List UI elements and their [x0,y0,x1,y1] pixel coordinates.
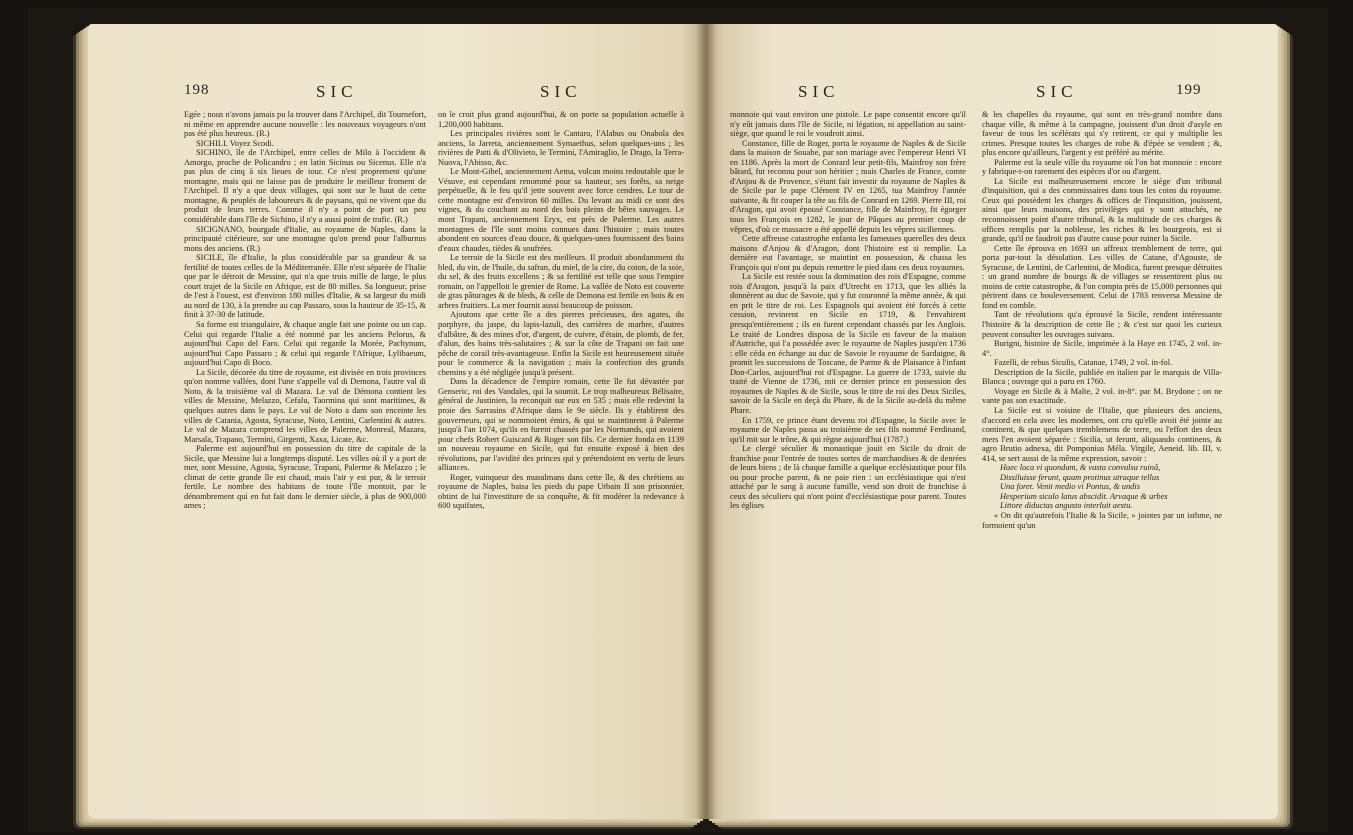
paragraph: Palerme est la seule ville du royaume où l'on bat monnoie : encore y fabrique-t-on rarement des espèces d'or ou d'argent. [982,157,1222,177]
paragraph: Fazelli, de rebus Siculis, Catanae, 1749, 2 vol. in-fol. [994,358,1173,368]
paragraph: La Sicile est si voisine de l'Italie, que plusieurs des anciens, d'accord en cela avec les modernes, ont cru qu'elle avoit été jointe au continent, & que quelques tremblemens de terre, ou l'effort des deux mers l'en avoient séparée : Sicilia, ut ferunt, aliquando continens, & agro Brutio adnexa, dit Pomponius Méla. Virgile, Aeneid. lib. III, v. 414, se sert aussi de la même expression, savoir : [982,405,1222,463]
paragraph: Description de la Sicile, publiée en italien par le marquis de Villa-Blanca ; ouvrage qui a paru en 1760. [982,367,1222,387]
paragraph: Burigni, histoire de Sicile, imprimée à la Haye en 1745, 2 vol. in-4°. [982,339,1222,358]
paragraph: Le clergé séculier & monastique jouit en Sicile du droit de franchise pour l'entrée de toutes sortes de marchandises & de denrées de leurs biens ; de là chaque famille a quelque ecclésiastique pour fils ou pour proche parent, & ne paie rien : un ecclésiastique qui n'est attaché par le sang à aucune famille, vend son droit de franchise à ceux des séculiers qui n'ont point d'ecclésiastique pour parent. Toutes les églises [730,444,966,511]
verse-line: Haec loca vi quondam, & vasta convulsa ruinâ, [1000,463,1161,473]
verse-line: Littore diductas angusto interluit aestu. [1000,501,1133,511]
paragraph: La Sicile, décorée du titre de royaume, est divisée en trois provinces qu'on nomme vallées, dont l'une s'appelle val di Demona, l'autre val di Noto, & la troisième val di Mazara. Le val de Démona contient les villes de Messine, Melazzo, Cefalu, Taormina qui sont maritimes, & quelques autres dans le pays. Le val de Noto a dans son enceinte les villes de Catania, Agosta, Syracuse, Noto, Lentini, Carlentini & autres. Le val de Mazara comprend les villes de Palerme, Monreal, Mazara, Marsala, Trapano, Termini, Girgenti, Xaxa, Licate, &c. [184,367,426,444]
paragraph: La Sicile est restée sous la domination des rois d'Espagne, comme rois d'Aragon, jusqu'à la paix d'Utrecht en 1713, que les alliés la donnèrent au duc de Savoie, qui y fut couronné la même année, & qui en prit le titre de roi. Les Espagnols qui avoient été forcés à cette cession, revinrent en Sicile en 1719, & l'envahirent presqu'entièrement ; ils en furent cependant chassés par les Anglois. Le traité de Londres disposa de la Sicile en faveur de la maison d'Autriche, qui l'a possédée avec le royaume de Naples jusqu'en 1736 : elle céda en échange au duc de Savoie le royaume de Sardaigne, & promit les successions de Toscane, de Parme & de Plaisance à l'infant Don-Carlos, aujourd'hui roi d'Espagne. La guerre de 1733, suivie du traité de Vienne de 1736, mit ce dernier prince en possession des royaumes de Naples & de Sicile, sous le titre de roi des Deux Siciles, savoir de la Sicile en deçà du Phare, & de la Sicile au-delà du même Phare. [730,272,966,415]
paragraph: SICHINO, île de l'Archipel, entre celles de Milo à l'occident & Amorgo, proche de Policandro ; en latin Sicinus ou Sicenus. Elle n'a pas plus de cinq à six lieues de tour. Ce n'est proprement qu'une montagne, mais qui ne laisse pas de produire le meilleur froment de l'Archipel. Il n'y a que deux villages, qui sont sur le haut de cette montagne, & peuplés de laboureurs & de paysans, qui ne vivent que du produit de leurs terres. Comme il n'y a point de port un peu considérable dans l'île de Sichino, il n'y a aussi point de trafic. (R.) [184,148,426,225]
paragraph: En 1759, ce prince étant devenu roi d'Espagne, la Sicile avec le royaume de Naples passa au troisième de ses fils nommé Ferdinand, qu'il mit sur le trône, & qui règne aujourd'hui (1787.) [730,415,966,444]
paragraph: « On dit qu'autrefois l'Italie & la Sicile, » jointes par un isthme, ne formoient qu'un [982,510,1222,530]
paragraph: Egée ; nous n'avons jamais pu la trouver dans l'Archipel, dit Tournefort, ni même en apprendre aucune nouvelle : les nouveaux voyageurs n'ont pas été plus heureux. (R.) [184,110,426,139]
running-head-right-col1: SIC [798,82,840,101]
left-page [88,24,706,819]
paragraph: SICIGNANO, bourgade d'Italie, au royaume de Naples, dans la principauté citérieure, sur une montagne qu'on prend pour l'alburnus mons des anciens. (R.) [184,224,426,253]
right-page-column-2 [982,110,1222,800]
verse-line: Una foret. Venit medio vi Pontus, & undis [1000,482,1140,492]
paragraph: Roger, vainqueur des musulmans dans cette île, & des chrétiens au royaume de Naples, baisa les pieds du pape Urbain II son prisonnier, obtint de lui l'investiture de sa conquête, & fit modérer la redevance à 600 squifates, [438,472,684,511]
paragraph: SICHILI. Voyez Scodi. [196,138,274,148]
verse-line: Hesperium siculo latus abscidit. Arvaque & urbes [1000,491,1168,501]
left-page-column-1 [184,110,426,800]
paragraph: Tant de révolutions qu'a éprouvé la Sicile, rendent intéressante l'histoire & la description de cette île ; & c'est sur quoi les curieux peuvent consulter les ouvrages suivans. [982,310,1222,339]
paragraph: monnoie qui vaut environ une pistole. Le pape consentit encore qu'il n'y eût jamais dans l'île de Sicile, ni légation, ni appellation au saint-siège, que quand le roi le voudroit ainsi. [730,110,966,139]
verse-line: Dissiluisse ferunt, quum protinus utraque tellus [1000,472,1160,482]
paragraph: La Sicile est malheureusement encore le siège d'un tribunal d'inquisition, qui a des commissaires dans tous les coins du royaume. Ceux qui possèdent les charges & offices de l'inquisition, jouissent, ainsi que leurs maisons, des privilèges qui y sont attachés, ne reconnoissent point d'autre tribunal, & la multitude de ces charges & offices remplis par la noblesse, les riches & les bourgeois, est si grande, qu'il ne faudroit pas d'autre cause pour ruiner la Sicile. [982,176,1222,244]
paragraph: Voyage en Sicile & à Malte, 2 vol. in-8°. par M. Brydone ; on ne vante pas son exactitude. [982,386,1222,406]
paragraph: SICILE, île d'Italie, la plus considérable par sa grandeur & sa fertilité de toutes celles de la Méditerranée. Elle n'est séparée de l'Italie que par le détroit de Messine, qui n'a que trois mille de large, le plus court trajet de la Sicile en Afrique, est de 80 milles. Sa longueur, prise de l'est à l'ouest, est d'environ 180 milles d'Italie, & sa largeur du midi au nord de 130, à la prendre au cap Passaro, sous la hauteur de 35-15, & finit à 37-30 de latitude. [184,253,426,320]
right-page-column-1 [730,110,966,800]
left-page-column-2 [438,110,684,800]
running-head-left: SIC [316,82,358,101]
right-page [706,24,1278,819]
open-book [28,8,1328,832]
page-number: 199 [1176,82,1202,98]
paragraph: Le terroir de la Sicile est des meilleurs. Il produit abondamment du bled, du vin, de l'huile, du safran, du miel, de la cire, du coton, de la soie, du sel, & des fruits excellens ; & sa fertilité est telle que sous l'empire romain, on l'appelloit le grenier de Rome. La vallée de Noto est couverte de gras pâturages & de bleds, & celle de Demona est fertile en bois & en arbres fruitiers. La mer fournit aussi beaucoup de poisson. [438,253,684,310]
paragraph: Ajoutons que cette île a des pierres précieuses, des agates, du porphyre, du jaspe, du lapis-lazuli, des carrières de marbre, d'autres d'albâtre, & des mines d'or, d'argent, de cuivre, d'étain, de plomb, de fer, d'alun, des bains très-salutaires ; & sur la côte de Trapani on fait une pêche de corail très-avantageuse. Enfin la Sicile est heureusement située pour le commerce & la navigation ; mais la confection des grands chemins y a été négligée jusqu'à présent. [438,310,684,377]
paragraph: Constance, fille de Roger, porta le royaume de Naples & de Sicile dans la maison de Souabe, par son mariage avec l'empereur Henri VI en 1186. Après la mort de Conrard leur petit-fils, Mainfroy son frère bâtard, fut reconnu pour son héritier ; mais Charles de France, comte d'Anjou & de Provence, s'étant fait investir du royaume de Naples & de Sicile par le pape Clément IV en 1265, tua Mainfroy l'année suivante, & fit couper la tête au fils de Conrard en 1269. Pierre III, roi d'Aragon, qui avoit épousé Constance, fille de Mainfroy, fit égorger tous les François en 1282, le jour de Pâques au premier coup de vêpres, d'où ce massacre a été appellé depuis les vêpres siciliennes. [730,138,966,234]
paragraph: & les chapelles du royaume, qui sont en très-grand nombre dans chaque ville, & même à la campagne, jouissent d'un droit d'asyle en faveur de tous les scélérats qui s'y retirent, ce qui y multiplie les crimes. Presque toutes les charges de robe & d'épée se vendent ; &, plus encore qu'ailleurs, l'argent y est préféré au mérite. [982,110,1222,158]
paragraph: Les principales rivières sont le Cantaro, l'Alabus ou Onabola des anciens, la Jarreta, anciennement Symaethus, selon quelques-uns ; les rivières de Patti & d'Olivieto, le Termini, l'Amiraglio, le Drago, la Terra-Nuova, l'Abisso, &c. [438,129,684,167]
paragraph: Sa forme est triangulaire, & chaque angle fait une pointe ou un cap. Celui qui regarde l'Italie a été nommé par les anciens Pelorus, & aujourd'hui Capo del Faro. Celui qui regarde la Morée, Pachynum, aujourd'hui Capo Passaro ; & celui qui regarde l'Afrique, Lylibaeum, aujourd'hui Capo di Boco. [184,320,426,368]
paragraph: on le croit plus grand aujourd'hui, & on porte sa population actuelle à 1,200,000 habitans. [438,110,684,129]
running-head-left-col2: SIC [540,82,582,101]
paragraph: Palerme est aujourd'hui en possession du titre de capitale de la Sicile, que Messine lui a longtemps disputé. Les villes où il y a port de mer, sont Messine, Agosta, Syracuse, Trapani, Palerme & Melazzo ; le climat de cette grande île est chaud, mais l'air y est pur, & le terroir fertile. Le nombre des habitans de toute l'île montoit, par le dénombrement qui en fut fait dans le dernier siècle, à plus de 900,000 ames ; [184,444,426,511]
page-number: 198 [184,82,210,98]
paragraph: Cette affreuse catastrophe enfanta les fameuses querelles des deux maisons d'Anjou & d'Aragon, dont l'histoire est si remplie. La dernière eut l'avantage, se maintint en possession, & chassa les François qui n'ont pu depuis remettre le pied dans ces deux royaumes. [730,234,966,272]
paragraph: Cette île éprouva en 1693 un affreux tremblement de terre, qui porta par-tout la désolation. Les villes de Catane, d'Agouste, de Syracuse, de Lentini, de Carlentini, de Modica, furent presque détruites : un grand nombre de bourgs & de villages se ressentirent plus ou moins de cette catastrophe, & l'on compta près de 15,000 personnes qui périrent dans ce bouleversement. Celui de 1783 renversa Messine de fond en comble. [982,243,1222,310]
running-head-right: SIC [1036,82,1078,101]
paragraph: Dans la décadence de l'empire romain, cette île fut dévastée par Genseric, roi des Vandales, qui la soumit. Le trop malheureux Bélisaire, général de Justinien, la reconquit sur eux en 535 ; mais elle redevint la proie des Sarrasins d'Afrique dans le 9e siècle. Ils y établirent des gouverneurs, qui se nommoient émirs, & qui se maintinrent à Palerme jusqu'à l'an 1074, qu'ils en furent chassés par les Normands, qui avoient pour chefs Robert Guiscard & Roger son fils. Ce dernier fonda en 1139 un nouveau royaume en Sicile, qui fut ensuite exposé à bien des révolutions, par l'avidité des princes qui y prétendoient en vertu de leurs alliances. [438,377,684,473]
paragraph: Le Mont-Gibel, anciennement Aetna, volcan moins redoutable que le Vésuve, est cependant renommé pour sa hauteur, ses forêts, sa neige perpétuelle, & le feu qu'il jette souvent avec force cendres. Le tour de cette montagne est d'environ 60 milles. Du levant au midi ce sont des vignes, & du couchant au nord des bois pleins de bêtes sauvages. Le mont Trapani, anciennement Eryx, est près de Palerme. Les autres montagnes de l'île sont moins connues dans l'histoire ; mais toutes abondent en sources d'eau douce, & quelques-unes fournissent des bains d'eaux chaudes, tièdes & soufrées. [438,167,684,253]
